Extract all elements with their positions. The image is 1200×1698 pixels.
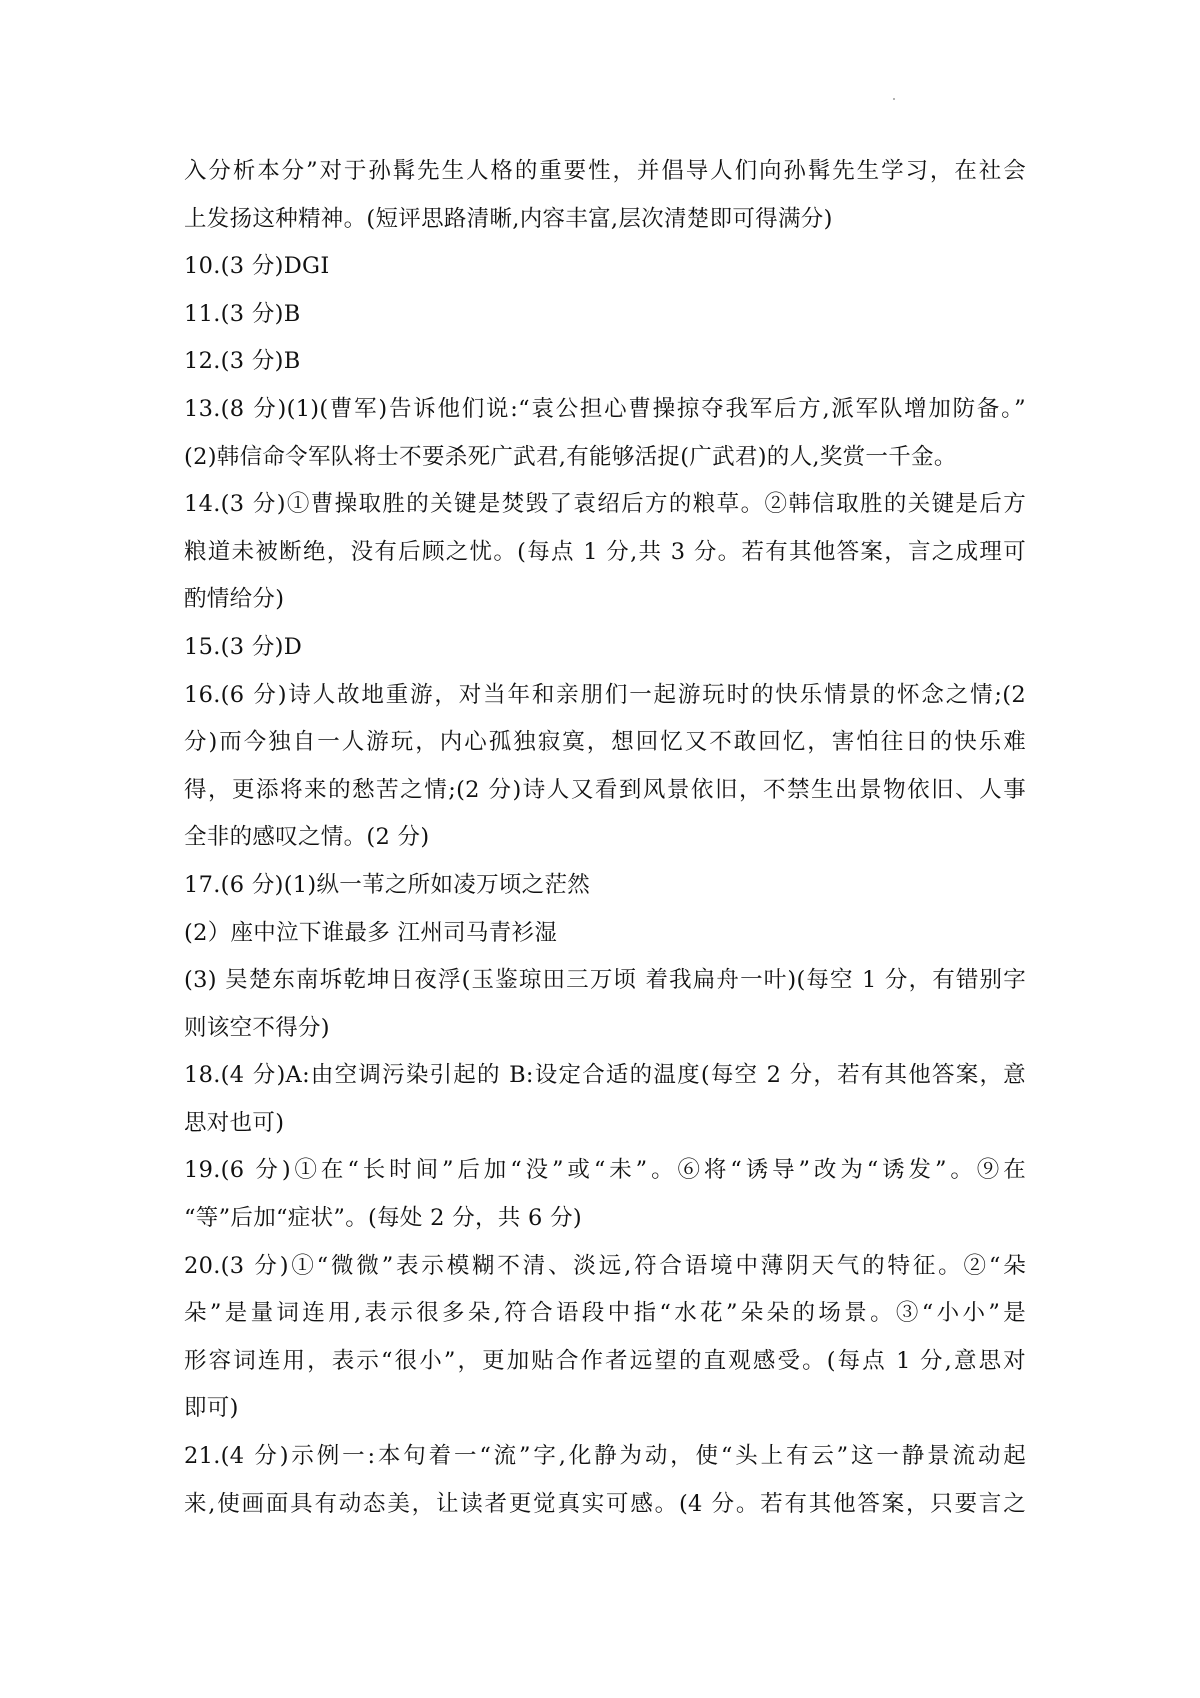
text-line: (2）座中泣下谁最多 江州司马青衫湿	[184, 919, 558, 946]
text-line: 全非的感叹之情。(2 分)	[184, 824, 430, 851]
text-line: (2)韩信命令军队将士不要杀死广武君,有能够活捉(广武君)的人,奖赏一千金。	[184, 443, 957, 470]
answer-text	[184, 148, 1026, 1528]
text-line: “等”后加“症状”。(每处 2 分，共 6 分)	[184, 1205, 583, 1232]
text-line: 分)而今独自一人游玩，内心孤独寂寞，想回忆又不敢回忆，害怕往日的快乐难	[184, 729, 1026, 756]
text-line: 13.(8 分)(1)(曹军)告诉他们说:“袁公担心曹操掠夺我军后方,派军队增加防备。”	[184, 395, 1026, 422]
text-line: 19.(6 分)①在“长时间”后加“没”或“未”。⑥将“诱导”改为“诱发”。⑨在	[184, 1157, 1026, 1184]
text-line: 思对也可)	[184, 1109, 285, 1136]
text-line: 17.(6 分)(1)纵一苇之所如凌万顷之茫然	[184, 871, 591, 898]
text-line: 15.(3 分)D	[184, 633, 303, 660]
text-line: 11.(3 分)B	[184, 300, 301, 327]
text-line: 20.(3 分)①“微微”表示模糊不清、淡远,符合语境中薄阴天气的特征。②“朵	[184, 1252, 1026, 1279]
text-line: 形容词连用，表示“很小”，更加贴合作者远望的直观感受。(每点 1 分,意思对	[184, 1347, 1026, 1374]
text-line: 10.(3 分)DGI	[184, 253, 330, 280]
text-line: 21.(4 分)示例一:本句着一“流”字,化静为动，使“头上有云”这一静景流动起	[184, 1443, 1026, 1470]
text-line: 12.(3 分)B	[184, 348, 301, 375]
text-line: 18.(4 分)A:由空调污染引起的 B:设定合适的温度(每空 2 分，若有其他答案，意	[184, 1062, 1026, 1089]
text-line: 上发扬这种精神。(短评思路清晰,内容丰富,层次清楚即可得满分)	[184, 205, 833, 232]
page-dot-mark	[893, 98, 895, 100]
text-line: (3) 吴楚东南坼乾坤日夜浮(玉鉴琼田三万顷 着我扁舟一叶)(每空 1 分，有错别字	[184, 967, 1026, 994]
text-line: 则该空不得分)	[184, 1014, 330, 1041]
text-line: 来,使画面具有动态美，让读者更觉真实可感。(4 分。若有其他答案，只要言之	[184, 1490, 1026, 1517]
text-line: 14.(3 分)①曹操取胜的关键是焚毁了袁绍后方的粮草。②韩信取胜的关键是后方	[184, 491, 1026, 518]
text-line: 入分析本分”对于孙髯先生人格的重要性，并倡导人们向孙髯先生学习，在社会	[184, 158, 1026, 184]
text-line: 粮道未被断绝，没有后顾之忧。(每点 1 分,共 3 分。若有其他答案，言之成理可	[184, 538, 1026, 565]
text-line: 16.(6 分)诗人故地重游，对当年和亲朋们一起游玩时的快乐情景的怀念之情;(2	[184, 681, 1026, 708]
text-line: 朵”是量词连用,表示很多朵,符合语段中指“水花”朵朵的场景。③“小小”是	[184, 1300, 1026, 1327]
text-line: 即可)	[184, 1395, 239, 1422]
text-line: 酌情给分)	[184, 586, 285, 613]
text-line: 得，更添将来的愁苦之情;(2 分)诗人又看到风景依旧，不禁生出景物依旧、人事	[184, 776, 1026, 803]
